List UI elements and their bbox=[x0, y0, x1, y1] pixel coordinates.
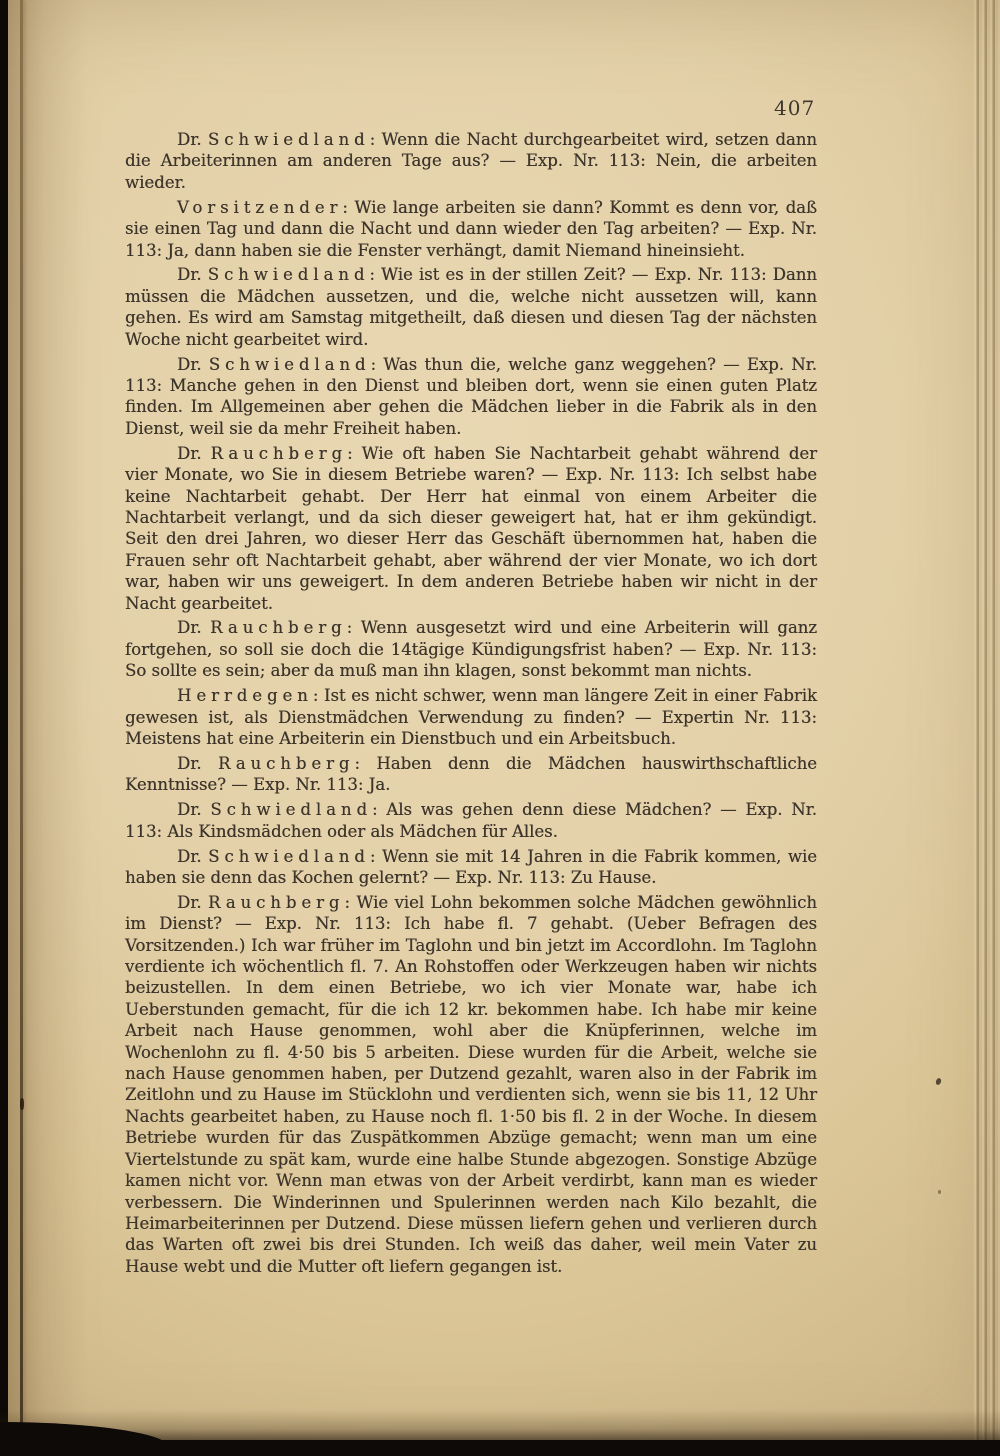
speaker-prefix: Dr. bbox=[177, 846, 209, 866]
page-stack-edge-stripes bbox=[974, 0, 1000, 1456]
paragraph-text: : Wie lange arbeiten sie dann? Kommt es denn vor, daß sie einen Tag und dann die Nacht und dann wieder den Tag arbeiten? — Exp. Nr. 113: Ja, dann haben sie die Fenster verhängt, damit Niemand hineinsieht. bbox=[125, 197, 817, 260]
ink-speck bbox=[938, 1190, 941, 1194]
speaker-prefix: Dr. bbox=[177, 130, 208, 149]
speaker-name: Schwiedland bbox=[207, 130, 370, 149]
speaker-prefix: Dr. bbox=[177, 892, 208, 912]
speaker-name: Schwiedland bbox=[210, 800, 372, 820]
gutter-fold-line bbox=[20, 0, 23, 1442]
speaker-prefix: Dr. bbox=[177, 753, 218, 773]
dialogue-paragraph bbox=[125, 129, 817, 193]
ink-speck bbox=[20, 1098, 24, 1110]
book-bottom-edge bbox=[0, 1440, 1000, 1456]
speaker-prefix: Dr. bbox=[177, 618, 211, 638]
paragraph-text: : Als was gehen denn diese Mädchen? — Exp. Nr. 113: Als Kindsmädchen oder als Mädchen für Alles. bbox=[125, 800, 817, 841]
book-page bbox=[8, 0, 1000, 1456]
paragraph-text: : Wenn die Nacht durchgearbeitet wird, setzen dann die Arbeiterinnen am anderen Tage aus? — Exp. Nr. 113: Nein, die arbeiten wieder. bbox=[125, 130, 818, 192]
speaker-name: Schwiedland bbox=[207, 265, 370, 285]
dialogue-paragraph bbox=[125, 753, 817, 796]
dialogue-paragraph bbox=[125, 685, 817, 749]
speaker-prefix: Dr. bbox=[177, 354, 209, 374]
speaker-name: Rauchberg bbox=[207, 892, 345, 912]
paragraph-text: : Ist es nicht schwer, wenn man längere Zeit in einer Fabrik gewesen ist, als Dienstmädchen Verwendung zu finden? — Expertin Nr. 113: Meistens hat eine Arbeiterin ein Dienstbuch und ein Arbeitsbuch. bbox=[125, 686, 817, 748]
speaker-name: Rauchberg bbox=[210, 618, 347, 638]
paragraph-text: : Wenn sie mit 14 Jahren in die Fabrik kommen, wie haben sie denn das Kochen gelernt? — Exp. Nr. 113: Zu Hause. bbox=[125, 846, 818, 887]
speaker-prefix: Dr. bbox=[177, 443, 211, 463]
paragraph-text: : Wie ist es in der stillen Zeit? — Exp. Nr. 113: Dann müssen die Mädchen aussetzen, und die, welche nicht aussetzen will, kann gehen. Es wird am Samstag mitgetheilt, daß diesen und diesen Tag der nächsten Woche nicht gearbeitet wird. bbox=[125, 265, 817, 349]
dialogue-paragraph bbox=[125, 617, 817, 681]
speaker-name: Herrdegen bbox=[177, 686, 313, 706]
dialogue-paragraph bbox=[125, 264, 817, 350]
speaker-name: Rauchberg bbox=[217, 753, 355, 773]
dialogue-paragraph bbox=[125, 354, 817, 440]
dialogue-paragraph bbox=[125, 443, 817, 614]
page-number: 407 bbox=[774, 96, 816, 120]
speaker-name: Vorsitzender bbox=[177, 197, 343, 217]
speaker-prefix: Dr. bbox=[177, 265, 208, 285]
speaker-name: Schwiedland bbox=[208, 846, 370, 866]
paragraph-text: : Haben denn die Mädchen hauswirthschaftliche Kenntnisse? — Exp. Nr. 113: Ja. bbox=[125, 753, 817, 795]
dialogue-paragraph bbox=[125, 846, 817, 889]
paragraph-text: : Was thun die, welche ganz weggehen? — Exp. Nr. 113: Manche gehen in den Dienst und bleiben dort, wenn sie einen guten Platz finden. Im Allgemeinen aber gehen die Mädchen lieber in die Fabrik als in den Dienst, weil sie da mehr Freiheit haben. bbox=[125, 354, 817, 438]
paragraph-text: : Wenn ausgesetzt wird und eine Arbeiterin will ganz fortgehen, so soll sie doch die 14tägige Kündigungsfrist haben? — Exp. Nr. 113: So sollte es sein; aber da muß man ihn klagen, sonst bekommt man nichts. bbox=[125, 618, 817, 681]
paragraph-text: : Wie oft haben Sie Nachtarbeit gehabt während der vier Monate, wo Sie in diesem Betriebe waren? — Exp. Nr. 113: Ich selbst habe keine Nachtarbeit gehabt. Der Herr hat einmal von einem Arbeiter die Nachtarbeit verlangt, und da sich dieser geweigert hat, hat er ihm gekündigt. Seit den drei Jahren, wo dieser Herr das Geschäft übernommen hat, haben die Frauen sehr oft Nachtarbeit gehabt, aber während der vier Monate, wo ich dort war, haben wir uns geweigert. In dem anderen Betriebe haben wir nicht in der Nacht gearbeitet. bbox=[125, 443, 817, 613]
paragraph-text: : Wie viel Lohn bekommen solche Mädchen gewöhnlich im Dienst? — Exp. Nr. 113: Ich habe fl. 7 gehabt. (Ueber Befragen des Vorsitzenden.) Ich war früher im Taglohn und bin jetzt im Accordlohn. Im Taglohn verdiente ich wöchentlich fl. 7. An Rohstoffen oder Werkzeugen haben wir nichts beizustellen. In dem einen Betriebe, wo ich vier Monate war, habe ich Ueberstunden gemacht, für die ich 12 kr. bekommen habe. Ich habe mir keine Arbeit nach Hause genommen, wohl aber die Knüpferinnen, welche im Wochenlohn zu fl. 4·50 bis 5 arbeiten. Diese wurden für die Arbeit, welche sie nach Hause genommen haben, per Dutzend gezahlt, waren also in der Fabrik im Zeitlohn und zu Hause im Stücklohn und verdienten sich, wenn sie bis 11, 12 Uhr Nachts gearbeitet haben, zu Hause noch fl. 1·50 bis fl. 2 in der Woche. In diesem Betriebe wurden für das Zuspätkommen Abzüge gemacht; wenn man um eine Viertelstunde zu spät kam, wurde eine halbe Stunde abgezogen. Sonstige Abzüge kamen nicht vor. Wenn man etwas von der Arbeit verdirbt, kann man es wieder verbessern. Die Winderinnen und Spulerinnen werden nach Kilo bezahlt, die Heimarbeiterinnen per Dutzend. Diese müssen liefern gehen und verlieren durch das Warten oft zwei bis drei Stunden. Ich weiß das daher, weil mein Vater zu Hause webt und die Mutter oft liefern gegangen ist. bbox=[125, 892, 817, 1276]
text-block bbox=[125, 129, 817, 1277]
speaker-name: Schwiedland bbox=[208, 354, 371, 374]
speaker-prefix: Dr. bbox=[177, 800, 211, 820]
dialogue-paragraph bbox=[125, 197, 817, 261]
dialogue-paragraph bbox=[125, 799, 817, 842]
dialogue-paragraph bbox=[125, 892, 817, 1277]
speaker-name: Rauchberg bbox=[210, 443, 348, 463]
